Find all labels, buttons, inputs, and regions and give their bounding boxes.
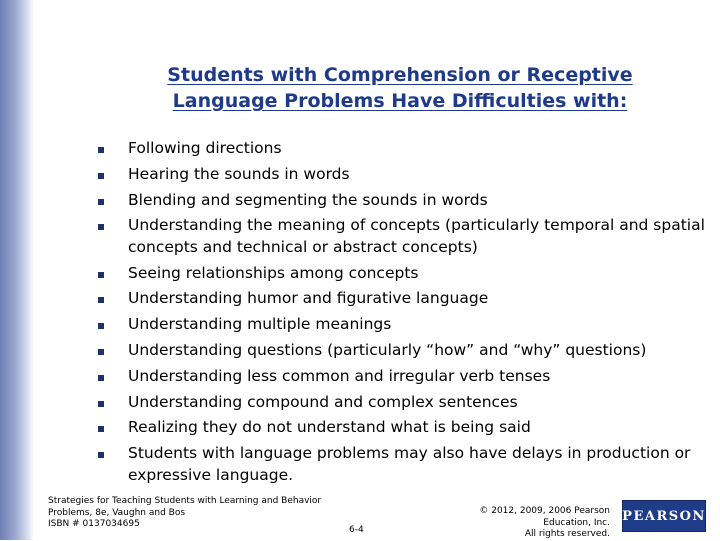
bullet-item xyxy=(98,340,708,362)
bullet-item xyxy=(98,190,708,212)
bullet-text: Understanding compound and complex sentences xyxy=(128,392,518,411)
footer-copyright-line: All rights reserved. xyxy=(524,529,610,539)
bullet-square-icon xyxy=(98,147,104,153)
bullet-square-icon xyxy=(98,173,104,179)
footer-copyright-line: Education, Inc. xyxy=(543,517,610,528)
bullet-item xyxy=(98,215,708,258)
left-decorative-band xyxy=(0,0,34,540)
bullet-item xyxy=(98,443,708,486)
footer-copyright-line: © 2012, 2009, 2006 Pearson xyxy=(479,506,610,516)
bullet-list xyxy=(98,138,708,491)
bullet-text: Understanding questions (particularly “how” and “why” questions) xyxy=(128,341,647,360)
bullet-item xyxy=(98,138,708,160)
bullet-item xyxy=(98,366,708,388)
bullet-square-icon xyxy=(98,323,104,329)
bullet-text: Understanding less common and irregular verb tenses xyxy=(128,366,551,385)
bullet-item xyxy=(98,392,708,414)
page-number: 6-4 xyxy=(349,525,364,535)
bullet-square-icon xyxy=(98,272,104,278)
pearson-logo: PEARSON xyxy=(622,500,706,532)
bullet-text: Understanding humor and figurative language xyxy=(128,289,489,308)
footer-copyright xyxy=(470,506,610,541)
bullet-square-icon xyxy=(98,199,104,205)
bullet-text: Hearing the sounds in words xyxy=(128,164,350,183)
bullet-item xyxy=(98,417,708,439)
bullet-text: Blending and segmenting the sounds in words xyxy=(128,190,488,209)
bullet-square-icon xyxy=(98,297,104,303)
bullet-square-icon xyxy=(98,452,104,458)
bullet-item xyxy=(98,164,708,186)
footer-source-line: Strategies for Teaching Students with Learning and Behavior xyxy=(48,496,322,506)
bullet-text: Realizing they do not understand what is being said xyxy=(128,418,531,437)
slide-title xyxy=(100,62,700,114)
bullet-square-icon xyxy=(98,349,104,355)
bullet-text: Following directions xyxy=(128,139,282,157)
bullet-square-icon xyxy=(98,401,104,407)
bullet-text: Understanding the meaning of concepts (particularly temporal and spatial concepts and technical or abstract concepts) xyxy=(128,216,705,256)
slide-title-line-2: Language Problems Have Difficulties with: xyxy=(172,90,628,112)
bullet-square-icon xyxy=(98,426,104,432)
slide-title-line-1: Students with Comprehension or Receptive xyxy=(167,64,633,86)
bullet-text: Understanding multiple meanings xyxy=(128,315,392,334)
bullet-item xyxy=(98,263,708,285)
bullet-text: Students with language problems may also have delays in production or expressive language. xyxy=(128,444,691,484)
bullet-square-icon xyxy=(98,224,104,230)
bullet-text: Seeing relationships among concepts xyxy=(128,263,419,282)
bullet-square-icon xyxy=(98,375,104,381)
footer-source-citation xyxy=(48,496,348,531)
bullet-item xyxy=(98,314,708,336)
bullet-item xyxy=(98,288,708,310)
footer-source-line: Problems, 8e, Vaughn and Bos xyxy=(48,507,186,518)
footer-source-line: ISBN # 0137034695 xyxy=(48,519,140,529)
